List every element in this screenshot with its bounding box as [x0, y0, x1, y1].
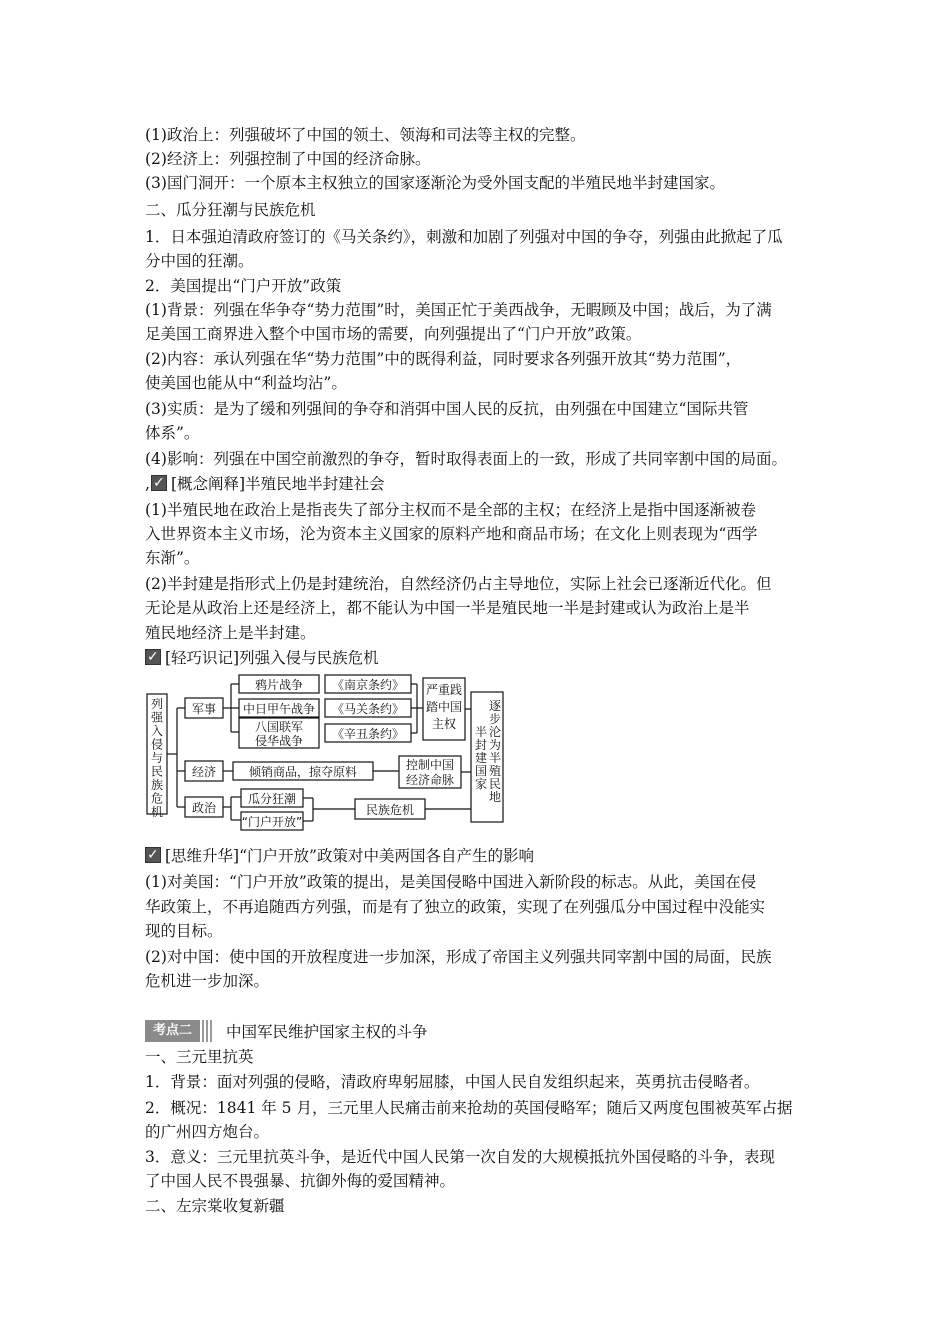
text-line: (2)半封建是指形式上仍是封建统治，自然经济仍占主导地位，实际上社会已逐渐近代化。但 [145, 575, 772, 593]
text-line: 危机进一步加深。 [145, 972, 270, 990]
diagram-root-label: 族 [150, 778, 164, 792]
text-line: 足美国工商界进入整个中国市场的需要，向列强提出了“门户开放”政策。 [145, 325, 642, 343]
section-heading: 一、三元里抗英 [145, 1048, 254, 1066]
text-line: 分中国的狂潮。 [145, 252, 254, 270]
diagram-treaty-label: 《马关条约》 [331, 702, 405, 716]
sub-heading: 2．美国提出“门户开放”政策 [145, 277, 342, 295]
text-line: 的广州四方炮台。 [145, 1123, 270, 1141]
text-line: (1)半殖民地在政治上是指丧失了部分主权而不是全部的主权；在经济上是指中国逐渐被卷 [145, 501, 756, 519]
text-line: (3)国门洞开：一个原本主权独立的国家逐渐沦为受外国支配的半殖民地半封建国家。 [145, 174, 725, 192]
diagram-final-label: 半 [488, 751, 502, 765]
text-line: 1．日本强迫清政府签订的《马关条约》，刺激和加剧了列强对中国的争夺，列强由此掀起了瓜 [145, 228, 783, 246]
diagram-final-label: 半 [474, 725, 488, 739]
diagram-root-label: 机 [150, 805, 164, 819]
text-line: 入世界资本主义市场，沦为资本主义国家的原料产地和商品市场；在文化上则表现为“西学 [145, 525, 758, 543]
text-line: 了中国人民不畏强暴、抗御外侮的爱国精神。 [145, 1172, 456, 1190]
diagram-final-label: 家 [474, 777, 488, 791]
diagram-result-label: 控制中国 [405, 758, 455, 772]
text-line: (2)经济上：列强控制了中国的经济命脉。 [145, 150, 431, 168]
diagram-root-label: 危 [150, 791, 164, 806]
diagram-result-label: 主权 [431, 717, 457, 731]
diagram-war-label: 侵华战争 [254, 734, 304, 748]
text-line: 体系”。 [145, 424, 200, 442]
text-line: 1．背景：面对列强的侵略，清政府卑躬屈膝，中国人民自发组织起来，英勇抗击侵略者。 [145, 1073, 760, 1091]
section-badge [145, 1020, 212, 1042]
text-line: 现的目标。 [145, 922, 223, 940]
diagram-branch-label: 军事 [191, 702, 217, 716]
diagram-war-label: 鸦片战争 [254, 678, 304, 692]
diagram-root-label: 列 [150, 697, 164, 711]
diagram-economy-label: 倾销商品，掠夺原料 [248, 765, 358, 779]
text-line: (1)对美国：“门户开放”政策的提出，是美国侵略中国进入新阶段的标志。从此，美国在侵 [145, 873, 757, 891]
checkbox-icon [145, 649, 161, 665]
text-line: 无论是从政治上还是经济上，都不能认为中国一半是殖民地一半是封建或认为政治上是半 [145, 599, 750, 617]
diagram-branch-label: 政治 [191, 801, 217, 815]
text-line: 殖民地经济上是半封建。 [145, 624, 316, 642]
badge-stripes [202, 1020, 212, 1042]
diagram-result-label: 严重践 [425, 683, 463, 697]
diagram-result-label: 经济命脉 [405, 773, 455, 787]
diagram-final-label: 国 [474, 764, 488, 778]
text-line: 东渐”。 [145, 549, 200, 567]
diagram-root-label: 与 [150, 751, 164, 765]
thinking-heading-text: [思维升华]“门户开放”政策对中美两国各自产生的影响 [165, 847, 534, 865]
diagram-svg [145, 672, 505, 832]
checkbox-icon [145, 847, 161, 863]
text-line: (1)政治上：列强破坏了中国的领土、领海和司法等主权的完整。 [145, 126, 586, 144]
diagram-final-label: 殖 [488, 764, 502, 778]
badge-label: 考点二 [145, 1020, 200, 1042]
text-line: (2)内容：承认列强在华“势力范围”中的既得利益，同时要求各列强开放其“势力范围”， [145, 350, 742, 368]
diagram-final-label: 民 [488, 777, 502, 791]
diagram-final-label: 地 [488, 790, 502, 804]
diagram-politics-label: 瓜分狂潮 [247, 792, 297, 806]
text-line: (1)背景：列强在华争夺“势力范围”时，美国正忙于美西战争，无暇顾及中国；战后，为了满 [145, 301, 772, 319]
diagram-root-label: 入 [150, 724, 164, 738]
diagram-result-label: 民族危机 [365, 803, 415, 817]
concept-diagram [145, 672, 505, 832]
diagram-politics-label: “门户开放” [241, 815, 303, 829]
memory-heading [145, 647, 813, 671]
diagram-branch-label: 经济 [191, 765, 217, 779]
text-line: 使美国也能从中“利益均沾”。 [145, 374, 347, 392]
text-line: 2．概况：1841 年 5 月，三元里人民痛击前来抢劫的英国侵略军；随后又两度包围被英军占据 [145, 1099, 793, 1117]
diagram-final-label: 封 [474, 738, 488, 752]
diagram-result-label: 踏中国 [425, 700, 463, 714]
text-line: (3)实质：是为了缓和列强间的争夺和消弭中国人民的反抗，由列强在中国建立“国际共管 [145, 400, 749, 418]
section-heading: 二、左宗棠收复新疆 [145, 1197, 285, 1215]
checkbox-icon [151, 475, 167, 491]
text-line: 华政策上，不再追随西方列强，而是有了独立的政策，实现了在列强瓜分中国过程中没能实 [145, 898, 766, 916]
text-line: 3．意义：三元里抗英斗争，是近代中国人民第一次自发的大规模抵抗外国侵略的斗争，表现 [145, 1148, 775, 1166]
diagram-war-label: 中日甲午战争 [242, 702, 316, 716]
section-heading: 二、瓜分狂潮与民族危机 [145, 201, 316, 219]
diagram-war-label: 八国联军 [254, 720, 304, 734]
diagram-final-label: 步 [488, 712, 502, 726]
diagram-root-label: 强 [150, 710, 164, 725]
diagram-final-label: 逐 [488, 699, 502, 713]
diagram-final-label: 沦 [488, 725, 502, 739]
diagram-final-label: 为 [488, 738, 502, 752]
section-title: 中国军民维护国家主权的斗争 [226, 1023, 428, 1041]
text-line: (2)对中国：使中国的开放程度进一步加深，形成了帝国主义列强共同宰割中国的局面，民族 [145, 948, 772, 966]
diagram-final-label: 建 [474, 751, 488, 765]
thinking-heading [145, 845, 813, 869]
memory-heading-text: [轻巧识记]列强入侵与民族危机 [165, 649, 379, 667]
text-line: (4)影响：列强在中国空前激烈的争夺，暂时取得表面上的一致，形成了共同宰割中国的局面。 [145, 450, 787, 468]
concept-heading-text: [概念阐释]半殖民地半封建社会 [171, 475, 385, 493]
diagram-treaty-label: 《辛丑条约》 [331, 727, 405, 741]
diagram-treaty-label: 《南京条约》 [331, 678, 405, 692]
diagram-root-label: 侵 [150, 737, 164, 752]
diagram-root-label: 民 [150, 764, 164, 779]
concept-heading: ,✓ [概念阐释]半殖民地半封建社会 [145, 473, 813, 497]
